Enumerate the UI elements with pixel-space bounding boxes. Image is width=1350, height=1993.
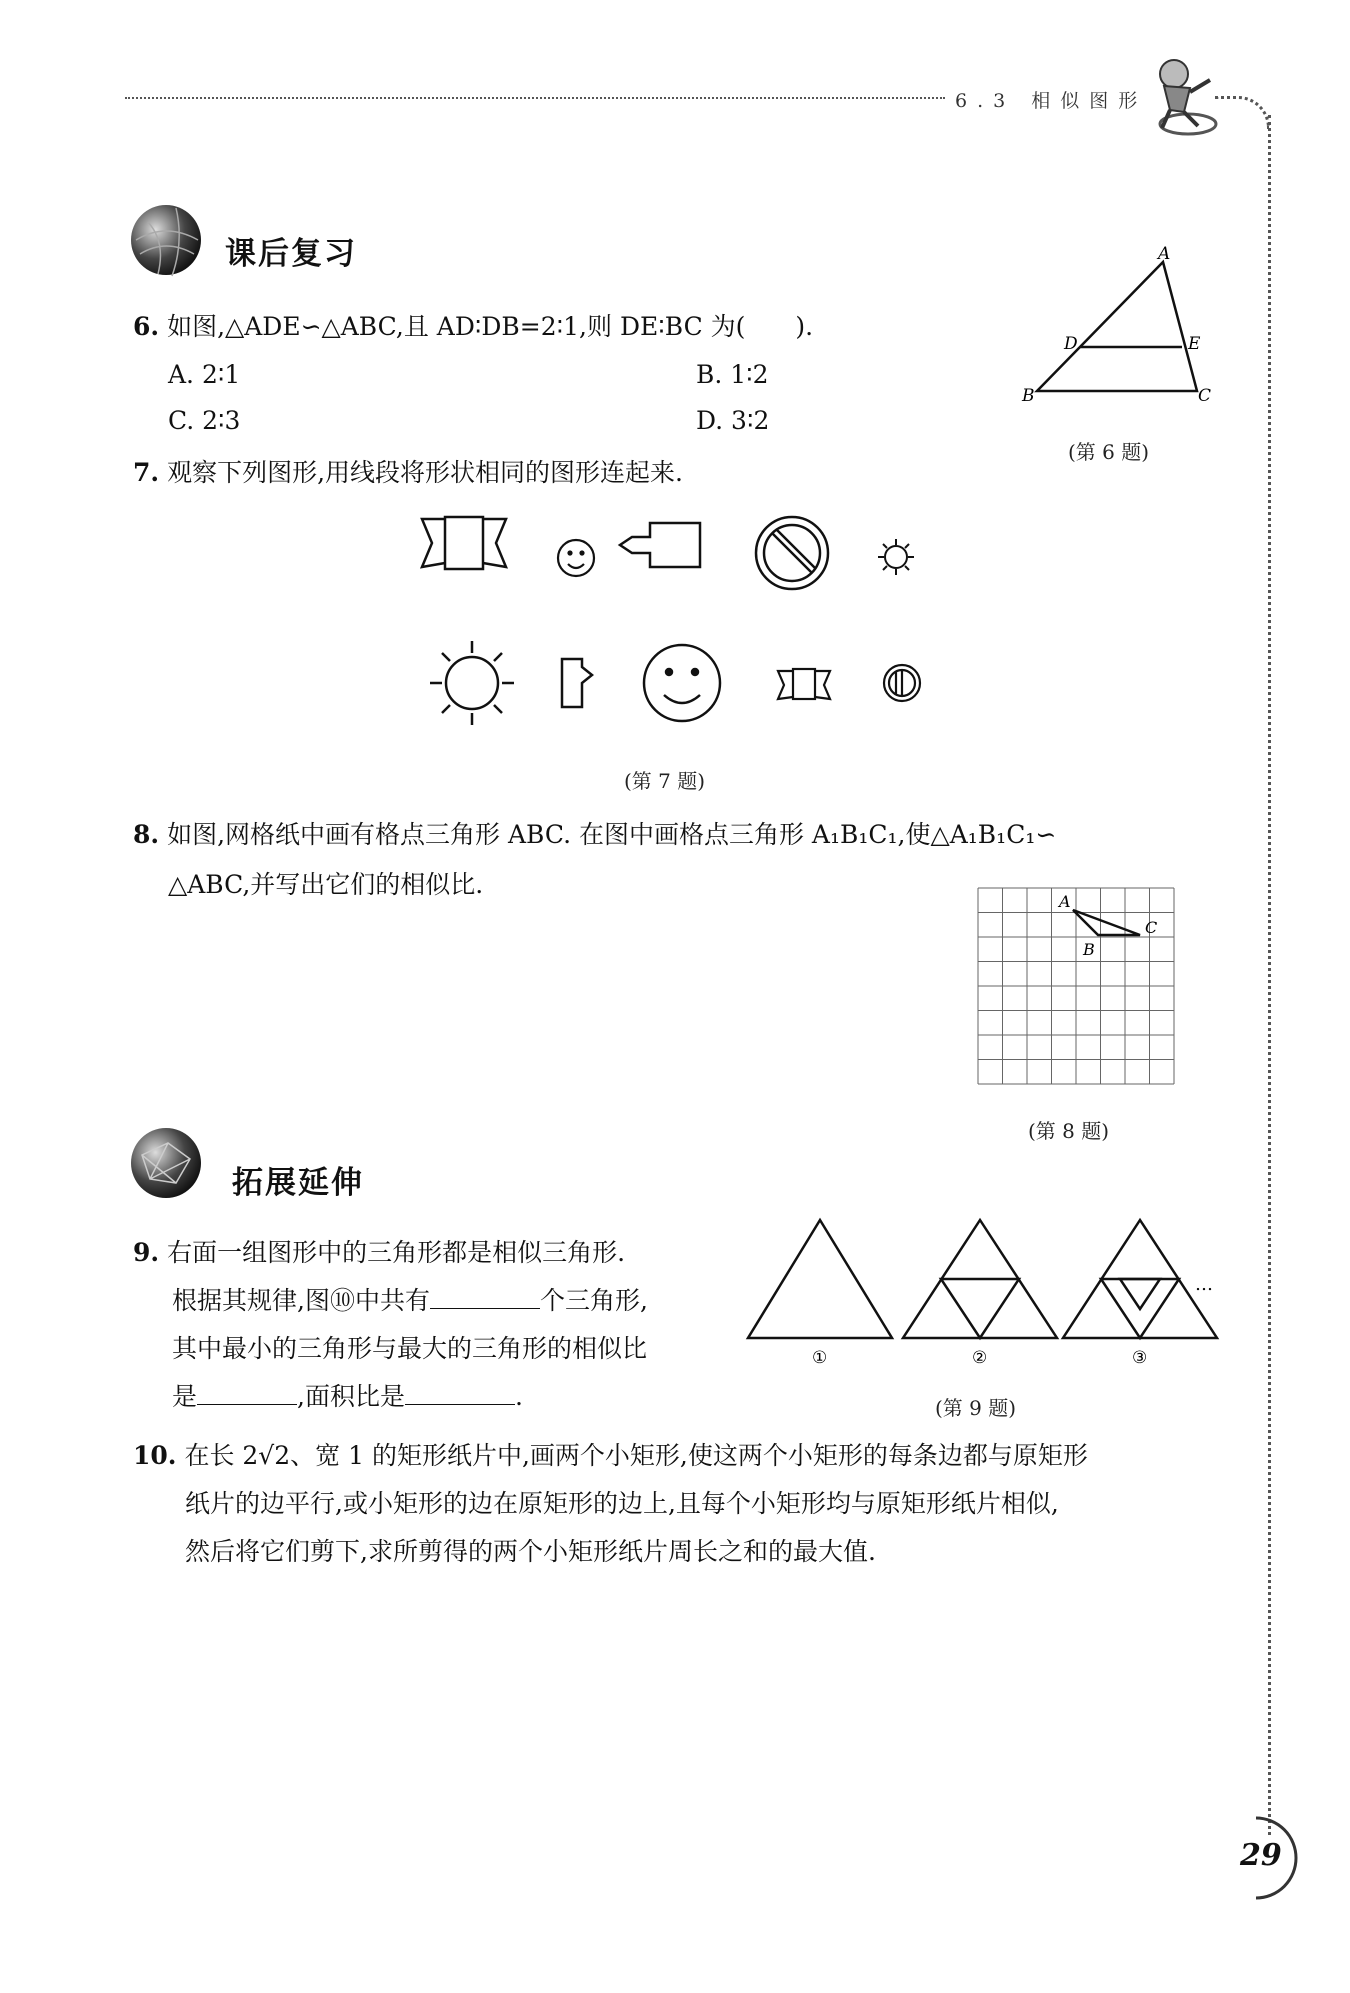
fig-label-1: ① [812,1348,828,1368]
question-text-line1: 如图,网格纸中画有格点三角形 ABC. 在图中画格点三角形 A₁B₁C₁,使△A₁B₁C₁∽ [167,820,1057,849]
text: . [514,1382,523,1411]
fig-label-2: ② [972,1348,988,1368]
question-number: 10. [133,1441,177,1470]
caption-q9: (第 9 题) [935,1396,1017,1420]
border-rule [1268,115,1271,1835]
label-c: C [1145,918,1158,937]
question-10 [133,1433,1233,1479]
section-title-review: 课后复习 [225,236,357,272]
globe-network-icon [128,1125,206,1203]
text: 根据其规律,图⑩中共有 [172,1286,430,1315]
question-10-line3: 然后将它们剪下,求所剪得的两个小矩形纸片周长之和的最大值. [185,1537,876,1566]
caption-q7: (第 7 题) [624,769,706,793]
option-d[interactable]: D. 3∶2 [696,406,770,435]
no-sign-large [756,517,828,589]
question-text-line1: 在长 2√2、宽 1 的矩形纸片中,画两个小矩形,使这两个小矩形的每条边都与原矩形 [184,1441,1088,1470]
label-b: B [1022,386,1035,406]
question-9 [133,1230,625,1276]
fig-label-3: ③ [1132,1348,1148,1368]
banner-small [778,669,830,699]
label-a: A [1059,892,1071,911]
question-number: 6. [133,312,160,341]
question-text: 观察下列图形,用线段将形状相同的图形连起来. [167,458,683,487]
q6-triangle-figure [1010,245,1215,410]
smiley-large [644,645,720,721]
cartoon-boy-icon [1140,52,1220,140]
label-a: A [1158,245,1171,264]
sun-large [430,641,514,725]
section-header: 6.3 相似图形 [955,90,1148,112]
globe-icon [128,202,206,280]
q8-grid-figure [975,885,1180,1090]
question-text-line1: 右面一组图形中的三角形都是相似三角形. [167,1238,626,1267]
answer-blank-count[interactable] [430,1284,540,1309]
text: 个三角形, [539,1286,648,1315]
arrow-tag-large [620,523,700,567]
border-curve [1215,96,1270,129]
question-9-line2 [172,1278,648,1324]
option-b[interactable]: B. 1∶2 [696,360,769,389]
text: ,面积比是 [297,1382,405,1411]
question-6 [133,304,1003,350]
triangle-fig1 [748,1220,892,1338]
ellipsis: … [1195,1274,1213,1295]
option-a[interactable]: A. 2∶1 [168,360,241,389]
label-b: B [1083,940,1095,959]
triangle-fig2-inner [941,1279,1019,1338]
answer-blank-area[interactable] [405,1380,515,1405]
triangle-fig3-innermost [1120,1279,1160,1309]
q9-triangles-figure [735,1210,1225,1375]
section-title-extension: 拓展延伸 [232,1165,364,1201]
answer-blank-ratio[interactable] [197,1380,297,1405]
banner-large [422,517,506,569]
page-number: 29 [1240,1838,1282,1873]
text: 是 [172,1382,198,1411]
question-7 [133,450,683,496]
question-8 [133,812,1233,858]
caption-q8: (第 8 题) [1028,1119,1110,1143]
option-c[interactable]: C. 2∶3 [168,406,241,435]
no-sign-small [884,665,920,701]
label-e: E [1188,334,1201,354]
label-c: C [1198,386,1212,406]
question-9-line3: 其中最小的三角形与最大的三角形的相似比 [172,1334,648,1363]
caption-q6: (第 6 题) [1068,440,1150,464]
arrow-tag-small [562,659,592,707]
question-number: 9. [133,1238,160,1267]
question-text: 如图,△ADE∽△ABC,且 AD∶DB=2∶1,则 DE∶BC 为( ). [167,312,814,341]
header-rule [125,97,945,99]
question-8-line2: △ABC,并写出它们的相似比. [168,870,484,899]
question-9-line4 [172,1374,523,1420]
smiley-small [558,540,594,576]
q7-shapes-figure [410,505,940,735]
question-10-line2: 纸片的边平行,或小矩形的边在原矩形的边上,且每个小矩形均与原矩形纸片相似, [185,1489,1059,1518]
sun-small [878,539,914,575]
label-d: D [1064,334,1078,354]
question-number: 7. [133,458,160,487]
question-number: 8. [133,820,160,849]
